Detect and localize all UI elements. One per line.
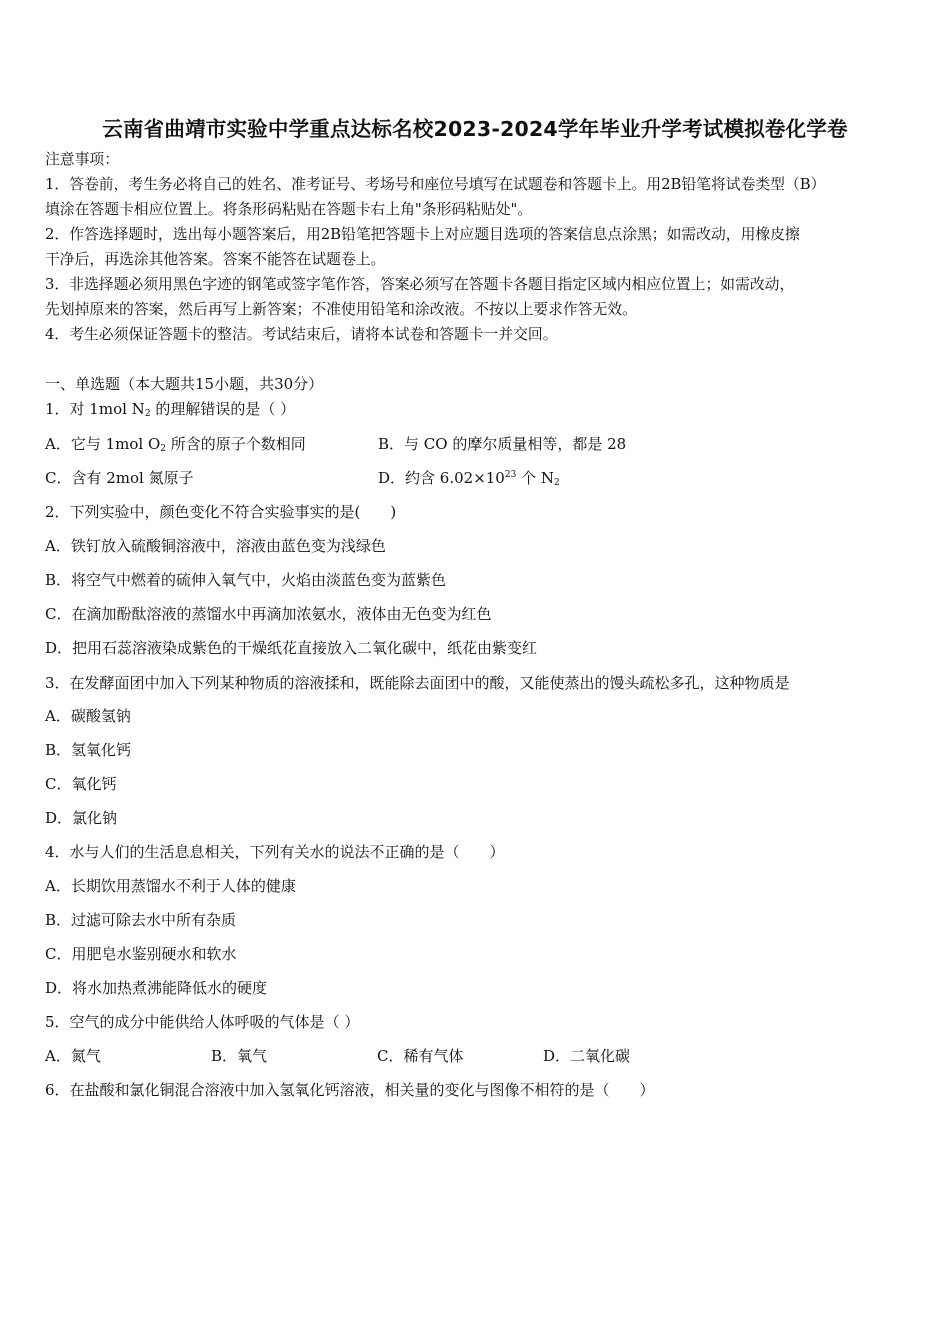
question-5-option-b: B．氧气 <box>211 1047 268 1065</box>
question-3-stem: 3．在发酵面团中加入下列某种物质的溶液揉和，既能除去面团中的酸，又能使蒸出的馒头疏松多孔，这种物质是 <box>45 674 790 692</box>
question-2-option-a: A．铁钉放入硫酸铜溶液中，溶液由蓝色变为浅绿色 <box>45 537 386 555</box>
question-3-option-d: D．氯化钠 <box>45 809 118 827</box>
question-5-stem: 5．空气的成分中能供给人体呼吸的气体是（ ） <box>45 1013 360 1031</box>
question-6-stem: 6．在盐酸和氯化铜混合溶液中加入氢氧化钙溶液，相关量的变化与图像不相符的是（ ） <box>45 1081 655 1099</box>
question-4-option-a: A．长期饮用蒸馏水不利于人体的健康 <box>45 877 296 895</box>
question-4-option-b: B．过滤可除去水中所有杂质 <box>45 911 237 929</box>
question-2-option-c: C．在滴加酚酞溶液的蒸馏水中再滴加浓氨水，液体由无色变为红色 <box>45 605 492 623</box>
notice-line: 先划掉原来的答案，然后再写上新答案；不准使用铅笔和涂改液。不按以上要求作答无效。 <box>45 301 637 318</box>
question-3-option-c: C．氧化钙 <box>45 775 117 793</box>
notice-line: 1．答卷前，考生务必将自己的姓名、准考证号、考场号和座位号填写在试题卷和答题卡上。用2B铅笔将试卷类型（B） <box>45 176 826 193</box>
question-1-option-a: A．它与 1mol $O_2$ 所含的原子个数相同 <box>45 435 306 454</box>
question-2-stem: 2．下列实验中，颜色变化不符合实验事实的是( ) <box>45 503 397 521</box>
question-2-option-d: D．把用石蕊溶液染成紫色的干燥纸花直接放入二氧化碳中，纸花由紫变红 <box>45 639 538 657</box>
question-1-option-d: D．约含 $6.02\times 10^{23}$ 个 $N_2$ <box>378 469 560 488</box>
notice-line: 2．作答选择题时，选出每小题答案后，用2B铅笔把答题卡上对应题目选项的答案信息点涂黑；如需改动，用橡皮擦 <box>45 226 800 243</box>
question-2-option-b: B．将空气中燃着的硫伸入氧气中，火焰由淡蓝色变为蓝紫色 <box>45 571 447 589</box>
notice-line: 填涂在答题卡相应位置上。将条形码粘贴在答题卡右上角"条形码粘贴处"。 <box>45 201 533 218</box>
question-5-option-a: A．氮气 <box>45 1047 101 1065</box>
question-3-option-b: B．氢氧化钙 <box>45 741 132 759</box>
question-4-stem: 4．水与人们的生活息息相关，下列有关水的说法不正确的是（ ） <box>45 843 505 861</box>
question-1-option-c: C．含有 2mol 氮原子 <box>45 469 194 487</box>
question-1-option-b: B．与 CO 的摩尔质量相等，都是 28 <box>378 435 627 453</box>
question-1-stem: 1．对 1mol $N_2$ 的理解错误的是（ ） <box>45 400 296 419</box>
notice-heading: 注意事项： <box>45 151 119 168</box>
section-heading: 一、单选题（本大题共15小题，共30分） <box>45 375 324 393</box>
question-3-option-a: A．碳酸氢钠 <box>45 707 131 725</box>
notice-line: 4．考生必须保证答题卡的整洁。考试结束后，请将本试卷和答题卡一并交回。 <box>45 326 558 343</box>
question-5-option-d: D．二氧化碳 <box>543 1047 631 1065</box>
notice-line: 干净后，再选涂其他答案。答案不能答在试题卷上。 <box>45 251 386 268</box>
question-5-option-c: C．稀有气体 <box>377 1047 464 1065</box>
notice-line: 3．非选择题必须用黑色字迹的钢笔或签字笔作答，答案必须写在答题卡各题目指定区域内相应位置上；如需改动， <box>45 276 795 293</box>
question-4-option-d: D．将水加热煮沸能降低水的硬度 <box>45 979 268 997</box>
question-4-option-c: C．用肥皂水鉴别硬水和软水 <box>45 945 237 963</box>
page-title: 云南省曲靖市实验中学重点达标名校2023-2024学年毕业升学考试模拟卷化学卷 <box>102 117 848 141</box>
